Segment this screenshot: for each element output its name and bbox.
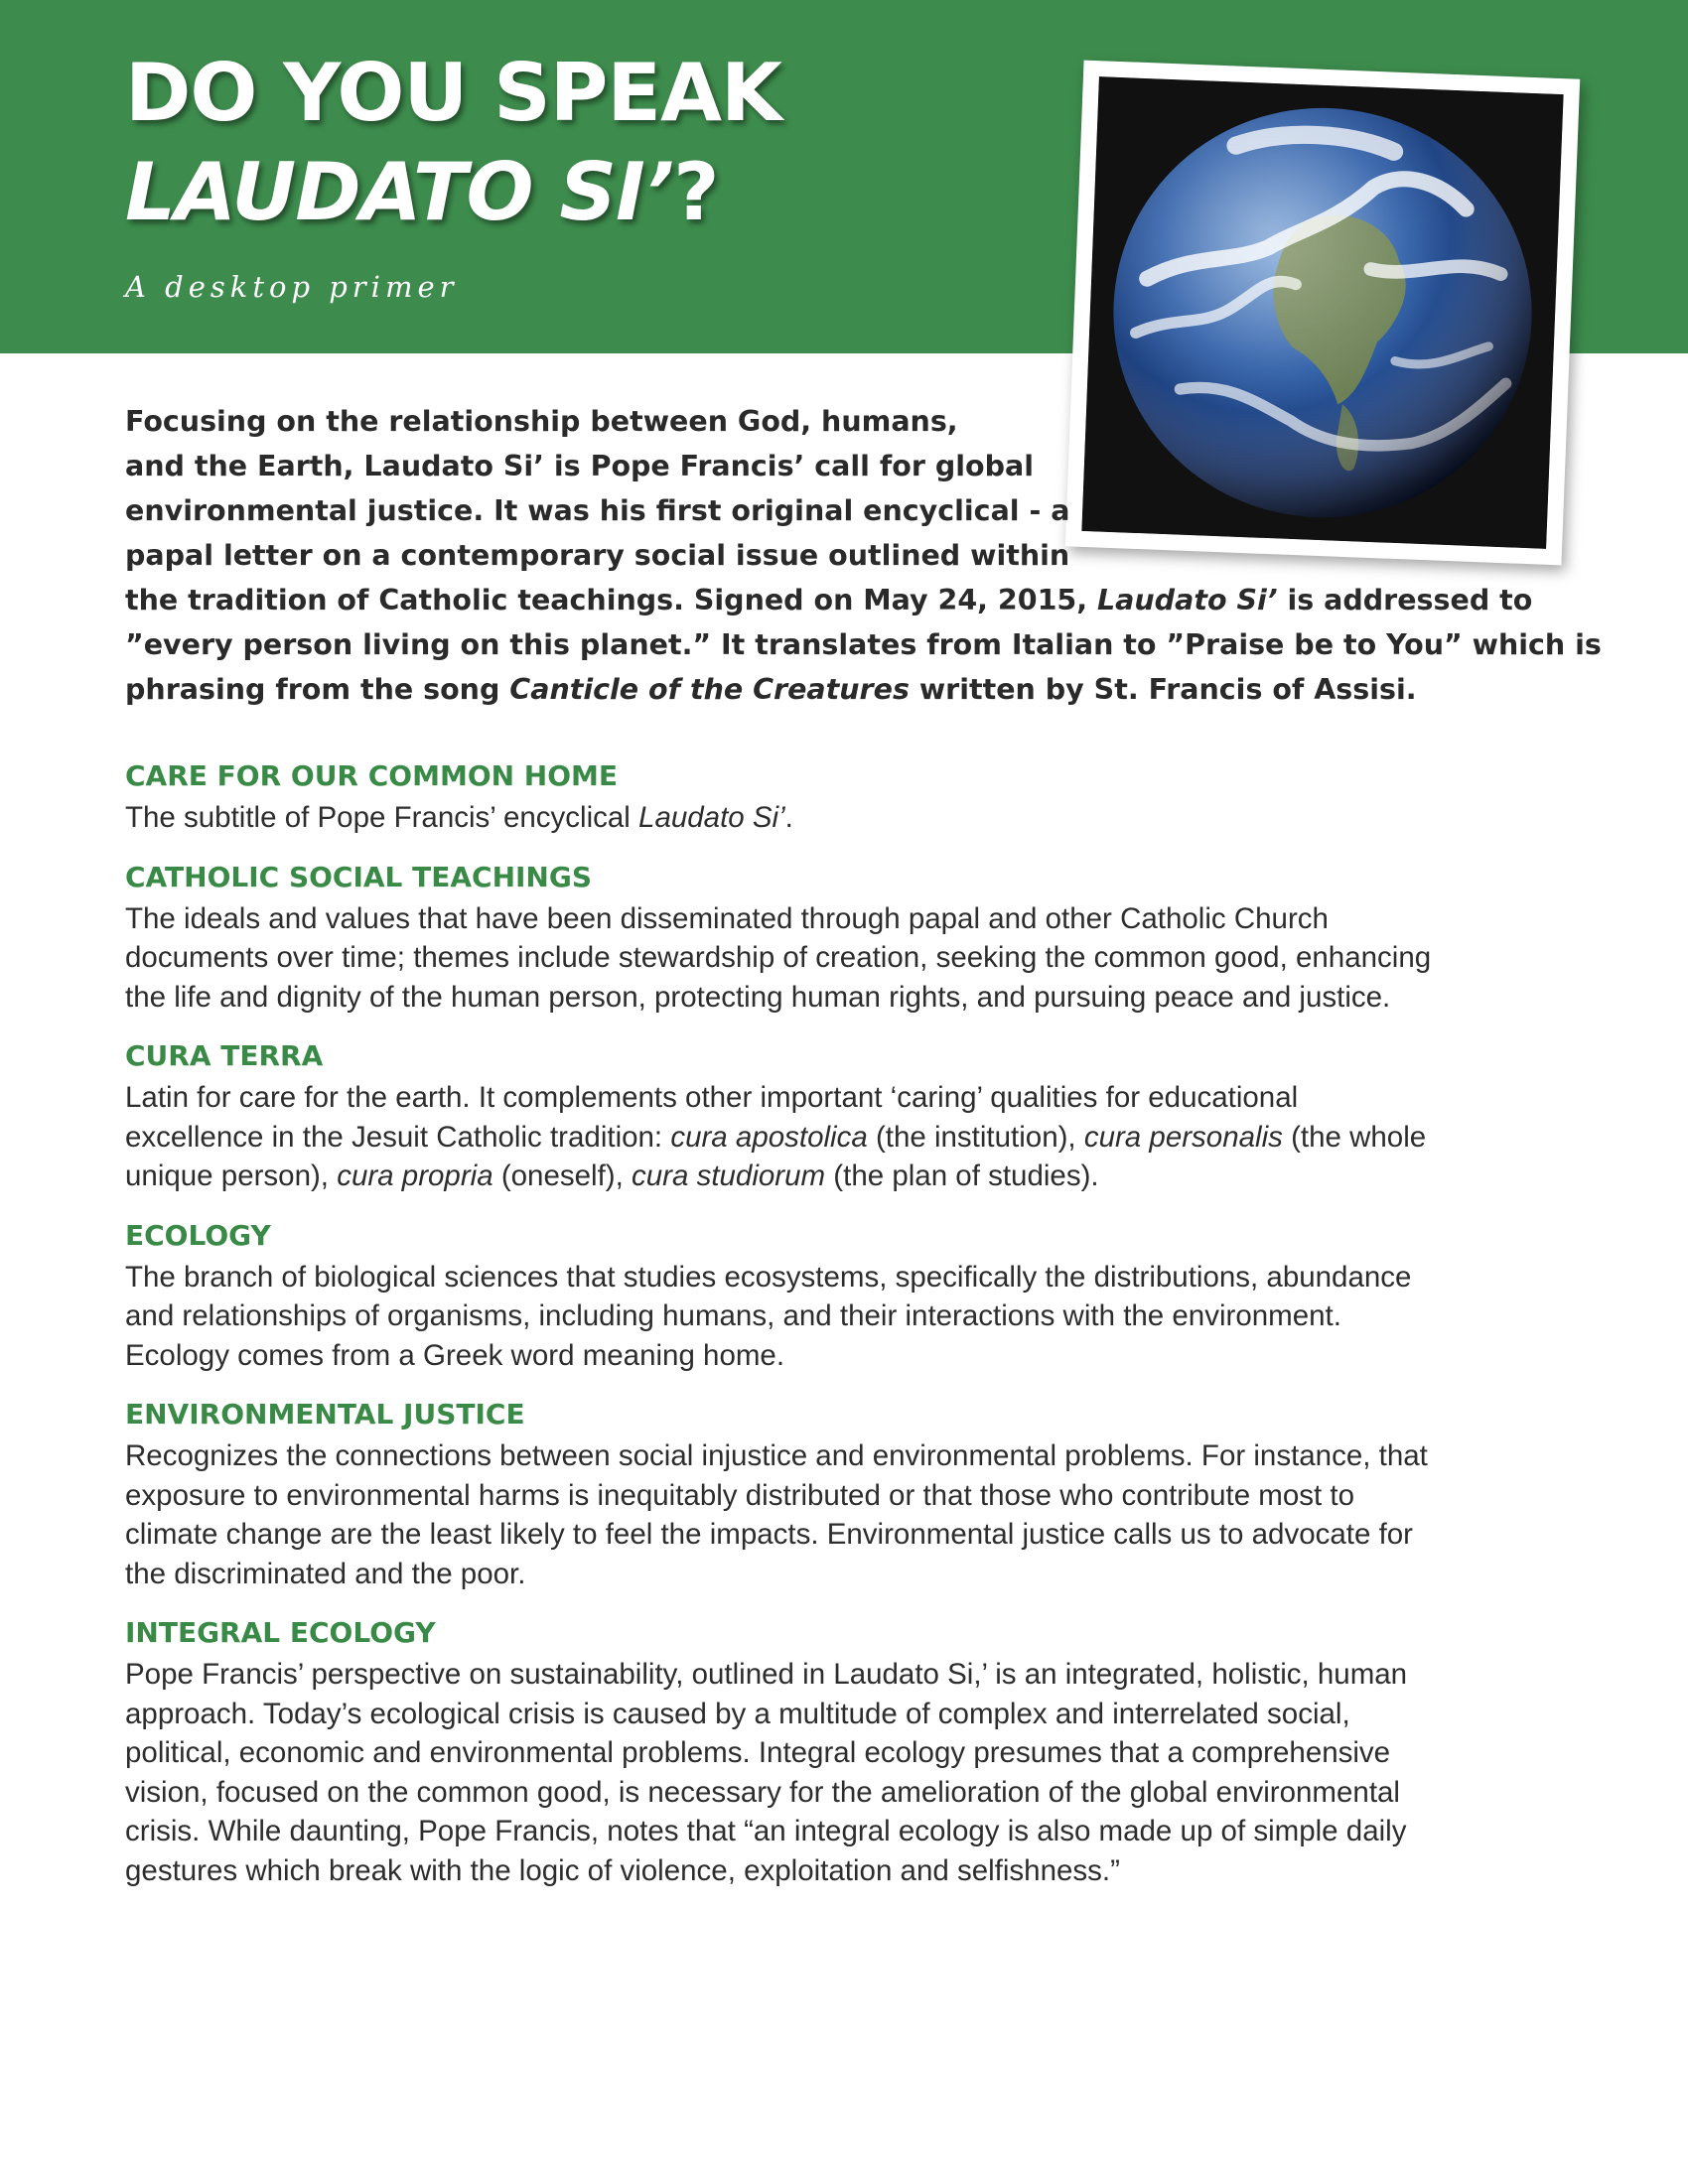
intro-line: ”every person living on this planet.” It translates from Italian to ”Praise be to You” which is <box>125 628 1602 661</box>
intro-line: Focusing on the relationship between God, humans, <box>125 405 958 438</box>
definition-text: The ideals and values that have been disseminated through papal and other Catholic Church documents over time; themes include stewardship of creation, seeking the common good, enhancing the life and dignity of the human person, protecting human rights, and pursuing peace and justice. <box>125 901 1432 1014</box>
term-heading: ENVIRONMENTAL JUSTICE <box>125 1398 525 1431</box>
page-title <box>125 44 781 242</box>
definition-text: Recognizes the connections between social injustice and environmental problems. For instance, that exposure to environmental harms is inequitably distributed or that those who contribute most to climate change are the least likely to feel the impacts. Environmental justice calls us to advocate for the discriminated and the poor. <box>125 1439 1428 1590</box>
definition-text: Pope Francis’ perspective on sustainability, outlined in Laudato Si,’ is an integrated, holistic, human approach. Today’s ecological crisis is caused by a multitude of complex and interrelated social, political, economic and environmental problems. Integral ecology presumes that a comprehensive vision, focused on the common good, is necessary for the amelioration of the global environmental crisis. While daunting, Pope Francis, notes that “an integral ecology is also made up of simple daily gestures which break with the logic of violence, exploitation and selfishness.” <box>125 1658 1408 1887</box>
definition-cura-terra <box>125 1034 1585 1196</box>
laudato-si-italic: Laudato Si’ <box>1097 584 1278 616</box>
definition-text: The subtitle of Pope Francis’ encyclical Laudato Si’. <box>125 801 793 834</box>
title-question-mark: ? <box>673 146 719 238</box>
definitions-list <box>125 754 1585 1908</box>
term-heading: CURA TERRA <box>125 1039 324 1072</box>
subtitle: A desktop primer <box>125 270 459 304</box>
term-heading: CARE FOR OUR COMMON HOME <box>125 759 619 792</box>
title-line-2 <box>125 143 781 242</box>
intro-line: and the Earth, Laudato Si’ is Pope Francis’ call for global <box>125 450 1034 482</box>
title-laudato-si: LAUDATO SI’ <box>125 146 674 238</box>
definition-environmental-justice <box>125 1393 1585 1593</box>
intro-line: phrasing from the song Canticle of the Creatures written by St. Francis of Assisi. <box>125 673 1417 706</box>
intro-paragraph <box>125 399 1602 712</box>
term-heading: ECOLOGY <box>125 1218 271 1252</box>
intro-line: the tradition of Catholic teachings. Signed on May 24, 2015, Laudato Si’ is addressed to <box>125 584 1533 616</box>
definition-catholic-social-teachings <box>125 856 1585 1018</box>
definition-ecology <box>125 1214 1585 1376</box>
intro-line: environmental justice. It was his first original encyclical - a <box>125 494 1070 527</box>
definition-integral-ecology <box>125 1611 1585 1890</box>
intro-line: papal letter on a contemporary social issue outlined within <box>125 539 1070 572</box>
definition-text: The branch of biological sciences that studies ecosystems, specifically the distributions, abundance and relationships of organisms, including humans, and their interactions with the environment. Ecology comes from a Greek word meaning home. <box>125 1260 1412 1372</box>
definition-care-for-our-common-home <box>125 754 1585 838</box>
title-line-1: DO YOU SPEAK <box>125 47 781 139</box>
term-heading: CATHOLIC SOCIAL TEACHINGS <box>125 860 593 893</box>
definition-text: Latin for care for the earth. It complements other important ‘caring’ qualities for educational excellence in the Jesuit Catholic tradition: cura apostolica (the institution), cura personalis (the whole unique person), cura propria (oneself), cura studiorum (the plan of studies). <box>125 1081 1427 1192</box>
term-heading: INTEGRAL ECOLOGY <box>125 1616 436 1649</box>
canticle-italic: Canticle of the Creatures <box>509 673 910 706</box>
